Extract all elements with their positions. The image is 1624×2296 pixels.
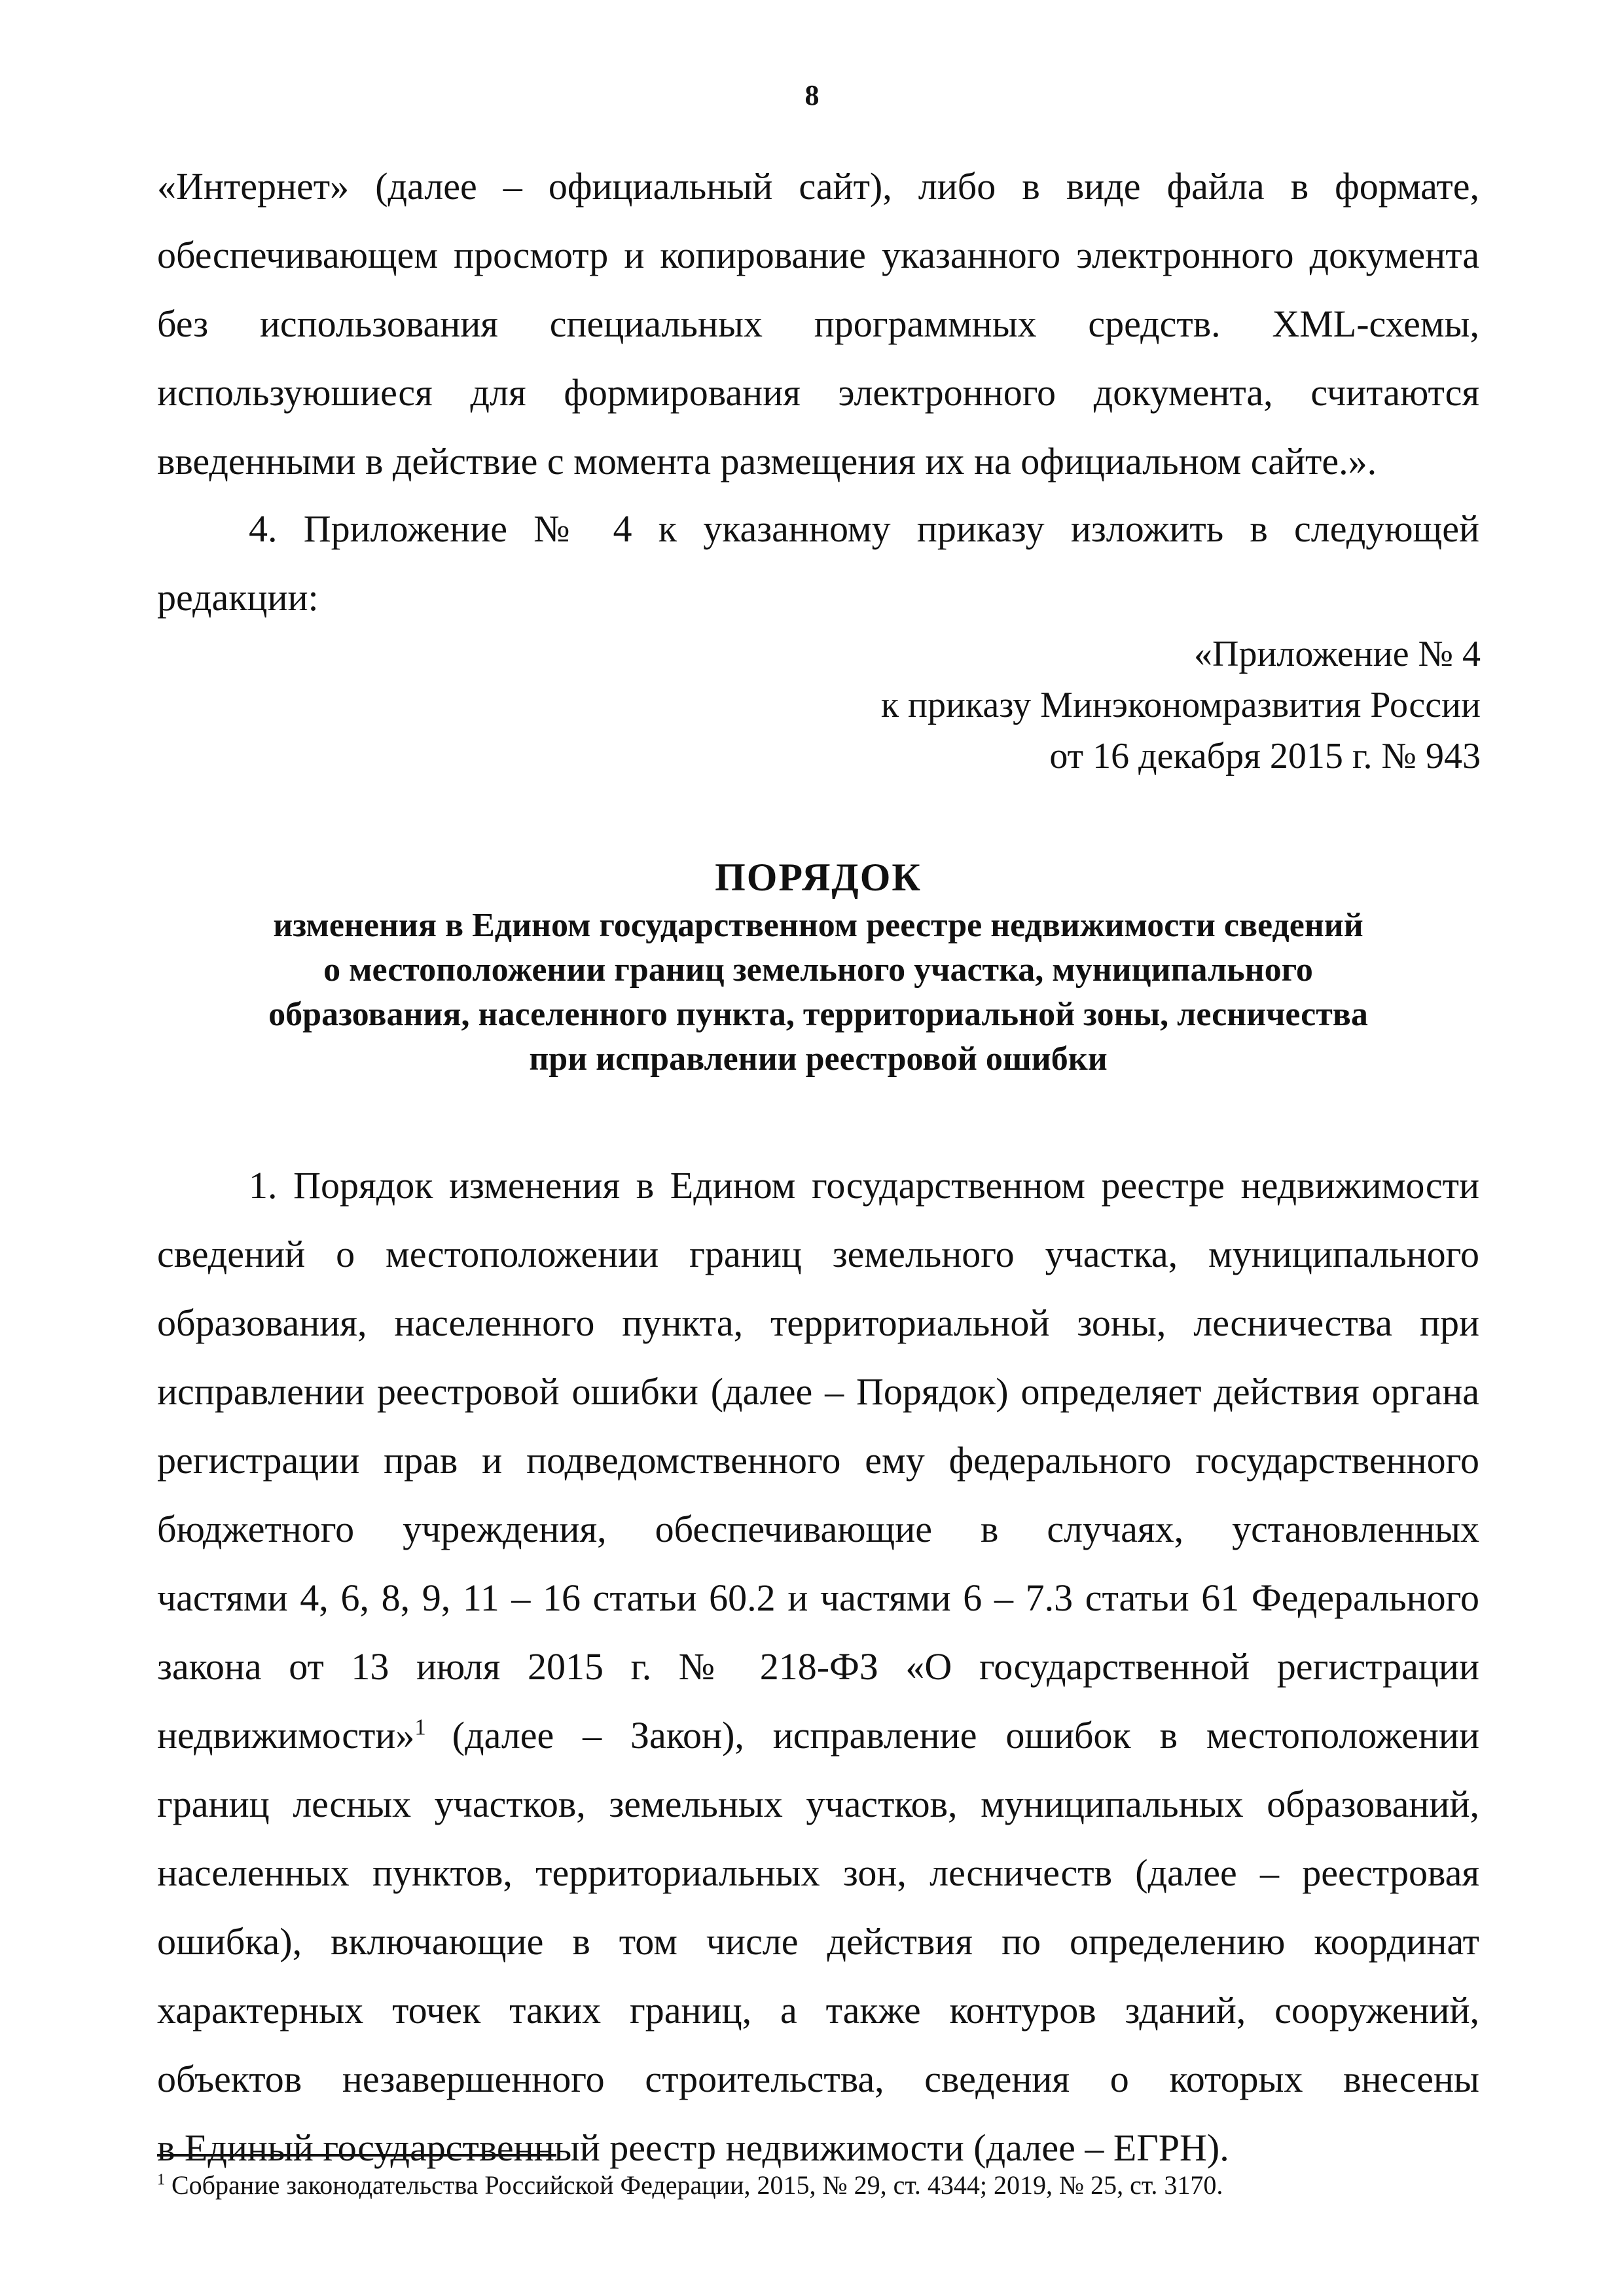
paragraph-line: регистрации прав и подведомственного ему федерального государственного xyxy=(157,1439,1479,1482)
title-main: ПОРЯДОК xyxy=(715,856,922,899)
paragraph-line: частями 4, 6, 8, 9, 11 – 16 статьи 60.2 и частями 6 – 7.3 статьи 61 Федерального xyxy=(157,1576,1479,1619)
title-sub-line: о местоположении границ земельного участка, муниципального xyxy=(323,951,1313,989)
paragraph-line: объектов незавершенного строительства, сведения о которых внесены xyxy=(157,2058,1479,2100)
paragraph-line: «Интернет» (далее – официальный сайт), либо в виде файла в формате, xyxy=(157,165,1479,208)
paragraph-line: в Единый государственный реестр недвижимости (далее – ЕГРН). xyxy=(157,2126,1229,2169)
footnote xyxy=(157,2167,1479,2204)
footnote-reference[interactable]: 1 xyxy=(414,1714,426,1740)
paragraph-line: введенными в действие с момента размещения их на официальном сайте.». xyxy=(157,440,1377,483)
top-paragraph xyxy=(157,152,1479,496)
paragraph-line: населенных пунктов, территориальных зон, лесничеств (далее – реестровая xyxy=(157,1851,1479,1894)
footnote-anchor-text xyxy=(157,1701,426,1770)
clause-1-paragraph xyxy=(157,1151,1479,2182)
footnote-marker: 1 xyxy=(157,2171,165,2189)
paragraph-line: сведений о местоположении границ земельного участка, муниципального xyxy=(157,1233,1479,1275)
paragraph-line: без использования специальных программных средств. XML-схемы, xyxy=(157,302,1479,345)
footnote-text: Собрание законодательства Российской Федерации, 2015, № 29, ст. 4344; 2019, № 25, ст. 3170. xyxy=(171,2170,1223,2200)
appendix-line: «Приложение № 4 xyxy=(1194,634,1481,674)
item-4-paragraph xyxy=(157,494,1479,632)
paragraph-line: закона от 13 июля 2015 г. № 218-ФЗ «О государственной регистрации xyxy=(157,1645,1479,1688)
title-subtitle xyxy=(157,903,1479,1082)
appendix-line: к приказу Минэкономразвития России xyxy=(880,685,1481,725)
title-sub-line: при исправлении реестровой ошибки xyxy=(529,1040,1108,1078)
paragraph-line: ошибка), включающие в том числе действия по определению координат xyxy=(157,1920,1479,1963)
paragraph-line: редакции: xyxy=(157,576,319,619)
paragraph-line: 4. Приложение № 4 к указанному приказу изложить в следующей xyxy=(249,507,1479,550)
paragraph-line: характерных точек таких границ, а также контуров зданий, сооружений, xyxy=(157,1989,1479,2032)
paragraph-line: исправлении реестровой ошибки (далее – Порядок) определяет действия органа xyxy=(157,1370,1479,1413)
paragraph-line: 1. Порядок изменения в Едином государственном реестре недвижимости xyxy=(249,1164,1479,1207)
paragraph-line-with-footnote xyxy=(157,1701,1479,1770)
footnote-divider xyxy=(157,2154,556,2157)
paragraph-line: границ лесных участков, земельных участков, муниципальных образований, xyxy=(157,1783,1479,1825)
title-sub-line: образования, населенного пункта, территориальной зоны, лесничества xyxy=(268,996,1368,1033)
paragraph-line: бюджетного учреждения, обеспечивающие в случаях, установленных xyxy=(157,1508,1479,1550)
footnote-anchor-word: недвижимости» xyxy=(157,1714,415,1757)
appendix-line: от 16 декабря 2015 г. № 943 xyxy=(1049,736,1481,776)
title-sub-line: изменения в Едином государственном реестре недвижимости сведений xyxy=(273,907,1363,944)
paragraph-line: обеспечивающем просмотр и копирование указанного электронного документа xyxy=(157,234,1479,276)
paragraph-line: образования, населенного пункта, территориальной зоны, лесничества при xyxy=(157,1302,1479,1344)
document-title xyxy=(157,851,1479,1082)
page-number: 8 xyxy=(804,79,820,111)
appendix-heading xyxy=(655,629,1481,782)
paragraph-line-rest: (далее – Закон), исправление ошибок в местоположении xyxy=(452,1714,1479,1757)
paragraph-line: используюшиеся для формирования электронного документа, считаются xyxy=(157,371,1479,414)
